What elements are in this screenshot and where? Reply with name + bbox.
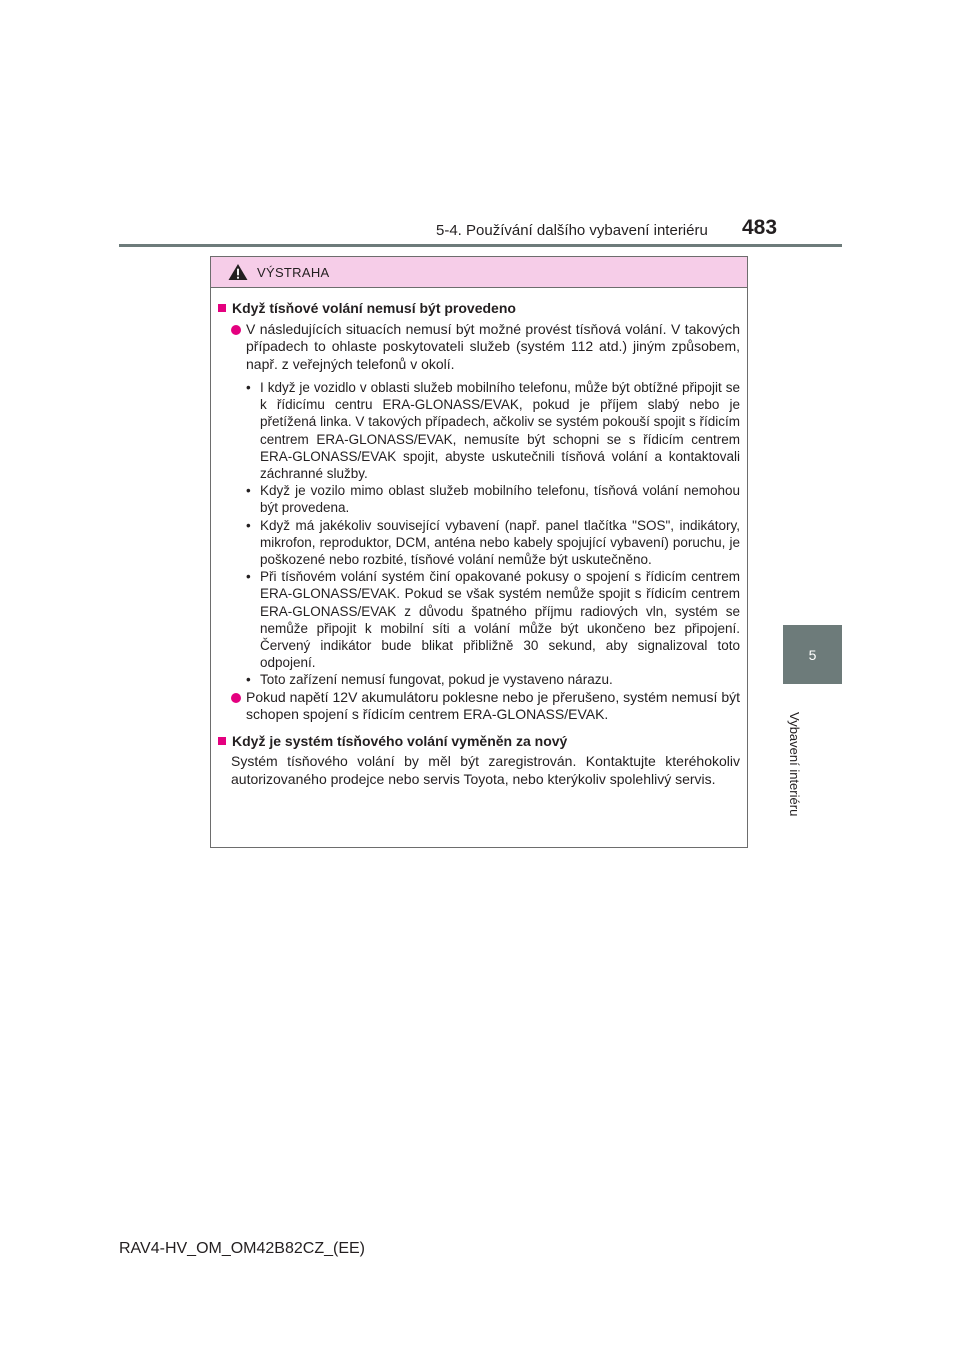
- sub-bullet-text: Při tísňovém volání systém činí opakované pokusy o spojení s řídicím centrem ERA-GLONASS/EVAK. Pokud se však systém nemůže spojit s řídicím centrem ERA-GLONASS/EVAK z důvodu špatného příjmu radiových vln, systém se nemůže připojit k mobilní síti a volání může být ukončeno bez připojení. Červený indikátor bude blikat přibližně 30 sekund, aby signalizoval toto odpojení.: [260, 569, 740, 671]
- sub-bullet-item: [246, 379, 740, 482]
- chapter-tab: [783, 625, 842, 684]
- square-bullet-icon: [218, 737, 226, 745]
- warning-header: [211, 257, 747, 288]
- list-item: [231, 689, 740, 724]
- section-heading: [218, 733, 740, 751]
- sub-bullet-item: [246, 517, 740, 569]
- document-code: RAV4-HV_OM_OM42B82CZ_(EE): [119, 1240, 365, 1257]
- sub-bullet-text: Když má jakékoliv související vybavení (např. panel tlačítka "SOS", indikátory, mikrofon, reproduktor, DCM, anténa nebo kabely spojující vybavení) poruchu, je poškozené nebo rozbité, tísňové volání nemůže být uskutečněno.: [260, 517, 740, 568]
- bullet-symbol: •: [246, 517, 251, 533]
- page-number: 483: [742, 216, 778, 239]
- list-item: [231, 321, 740, 374]
- section-title: 5-4. Používání dalšího vybavení interiéru: [436, 222, 708, 239]
- warning-triangle-icon: [227, 263, 249, 281]
- bullet-symbol: •: [246, 672, 251, 688]
- warning-title: VÝSTRAHA: [257, 264, 330, 280]
- chapter-side-label: [782, 712, 802, 817]
- circle-bullet-icon: [231, 325, 241, 335]
- bullet-symbol: •: [246, 483, 251, 499]
- circle-bullet-icon: [231, 693, 241, 703]
- sub-bullet-item: [246, 568, 740, 671]
- list-item-text: V následujících situacích nemusí být možné provést tísňová volání. V takových případech to ohlaste poskytovateli služeb (systém 112 atd.) jiným způsobem, např. z veřejných telefonů v okolí.: [246, 320, 740, 372]
- header-rule: [119, 244, 842, 247]
- section-heading: [218, 300, 740, 318]
- section-heading-text: Když tísňové volání nemusí být provedeno: [232, 300, 516, 316]
- chapter-number: 5: [808, 646, 817, 663]
- sub-bullet-text: Toto zařízení nemusí fungovat, pokud je vystaveno nárazu.: [260, 672, 613, 688]
- bullet-symbol: •: [246, 569, 251, 585]
- list-item-text: Pokud napětí 12V akumulátoru poklesne nebo je přerušeno, systém nemusí být schopen spojení s řídicím centrem ERA-GLONASS/EVAK.: [246, 688, 740, 723]
- chapter-title: Vybavení interiéru: [787, 712, 802, 817]
- warning-body: [211, 288, 747, 788]
- bullet-symbol: •: [246, 380, 251, 395]
- sub-bullet-item: [246, 482, 740, 516]
- warning-box: [210, 256, 748, 848]
- sub-bullet-text: I když je vozidlo v oblasti služeb mobilního telefonu, může být obtížné připojit se k řídicímu centru ERA-GLONASS/EVAK, pokud je příjem slabý nebo je přetížená linka. V takových případech, ačkoliv se systém pokouší spojit s řídicím centrem ERA-GLONASS/EVAK, nemusíte být schopni se s řídicím centrem ERA-GLONASS/EVAK spojit, abyste uskutečnili tísňová volání a kontaktovali záchranné služby.: [260, 380, 740, 482]
- sub-bullet-item: [246, 671, 740, 688]
- square-bullet-icon: [218, 304, 226, 312]
- section-paragraph: Systém tísňového volání by měl být zaregistrován. Kontaktujte kteréhokoliv autorizovaného prodejce nebo servis Toyota, nebo kterýkoliv spolehlivý servis.: [231, 753, 740, 787]
- section-heading-text: Když je systém tísňového volání vyměněn za nový: [232, 732, 568, 749]
- sub-bullet-list: [246, 379, 740, 689]
- sub-bullet-text: Když je vozilo mimo oblast služeb mobilního telefonu, tísňová volání nemohou být provedena.: [260, 483, 740, 516]
